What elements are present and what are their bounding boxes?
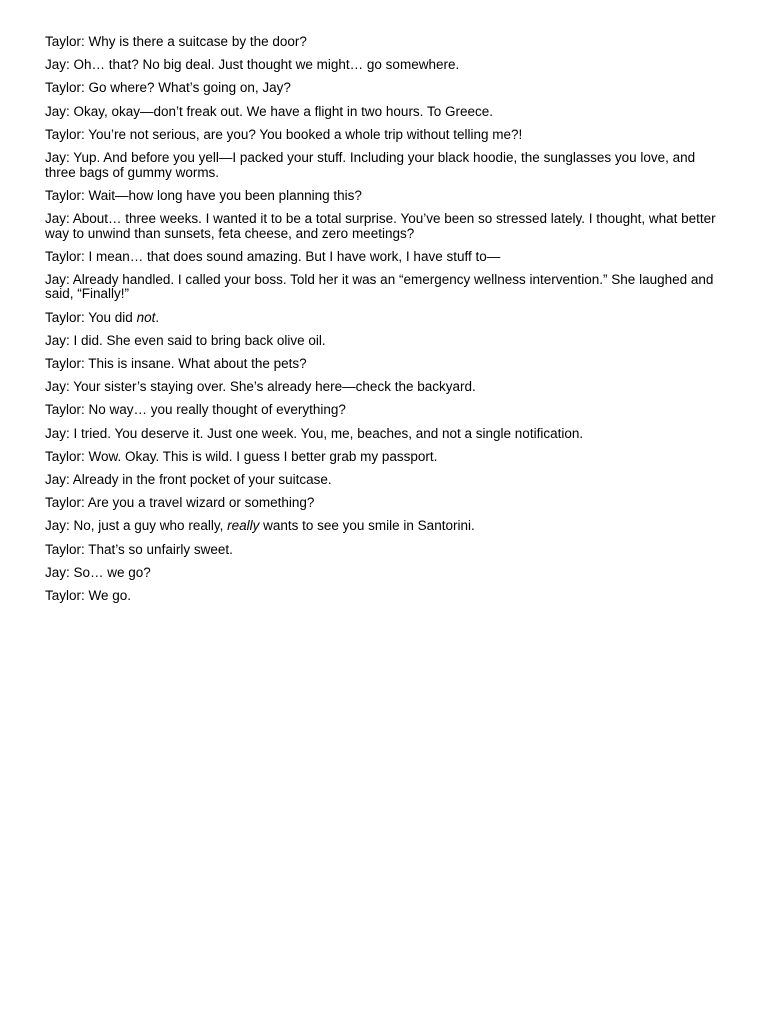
line-text: Taylor: Are you a travel wizard or something? [45,495,315,511]
line-text: Taylor: Wow. Okay. This is wild. I guess I better grab my passport. [45,448,438,464]
dialogue-line-jay [45,519,725,534]
line-text: Taylor: Wait—how long have you been planning this? [45,187,362,203]
dialogue-line-taylor [45,589,725,604]
dialogue-line-taylor [45,543,725,558]
dialogue-line-jay [45,427,725,442]
dialogue-line-jay [45,212,725,241]
line-text: Taylor: Why is there a suitcase by the door? [45,34,307,49]
dialogue-transcript [45,35,725,604]
dialogue-line-jay [45,334,725,349]
line-text: Taylor: That’s so unfairly sweet. [45,541,233,557]
dialogue-line-taylor [45,35,725,50]
document-page [45,35,725,612]
dialogue-line-taylor [45,496,725,511]
dialogue-line-jay [45,58,725,73]
dialogue-line-taylor [45,311,725,326]
line-text: Taylor: We go. [45,587,132,603]
line-text: . [155,309,160,325]
dialogue-line-jay [45,380,725,395]
dialogue-line-jay [45,151,725,180]
dialogue-line-jay [45,473,725,488]
line-text: Jay: I did. She even said to bring back olive oil. [45,332,326,348]
line-text: Jay: Already handled. I called your boss. Told her it was an “emergency wellness intervention.” She laughed and said, “Finally!” [45,271,714,302]
line-text: Taylor: No way… you really thought of everything? [45,402,346,418]
dialogue-line-jay [45,273,725,302]
line-text: Jay: I tried. You deserve it. Just one week. You, me, beaches, and not a single notification. [45,425,584,441]
line-text: Jay: Oh… that? No big deal. Just thought we might… go somewhere. [45,57,460,73]
dialogue-line-taylor [45,450,725,465]
emphasis-text: really [227,518,260,534]
line-text: Taylor: I mean… that does sound amazing. But I have work, I have stuff to— [45,248,501,264]
line-text: Taylor: You’re not serious, are you? You booked a whole trip without telling me?! [45,126,523,142]
line-text: Jay: Your sister’s staying over. She’s already here—check the backyard. [45,379,476,395]
dialogue-line-taylor [45,403,725,418]
line-text: Taylor: You did [45,309,137,325]
line-text: Jay: Okay, okay—don’t freak out. We have a flight in two hours. To Greece. [45,103,493,119]
emphasis-text: not [136,309,156,325]
dialogue-line-taylor [45,189,725,204]
line-text: Jay: About… three weeks. I wanted it to be a total surprise. You’ve been so stressed lately. I thought, what better way to unwind than sunsets, feta cheese, and zero meetings? [45,210,716,241]
line-text: Jay: Already in the front pocket of your suitcase. [45,471,332,487]
line-text: Jay: Yup. And before you yell—I packed your stuff. Including your black hoodie, the sunglasses you love, and three bags of gummy worms. [45,149,696,180]
dialogue-line-jay [45,105,725,120]
dialogue-line-taylor [45,81,725,96]
line-text: Jay: So… we go? [45,564,151,580]
dialogue-line-taylor [45,357,725,372]
dialogue-line-taylor [45,250,725,265]
dialogue-line-jay [45,566,725,581]
line-text: Taylor: This is insane. What about the pets? [45,356,307,372]
line-text: wants to see you smile in Santorini. [259,518,475,534]
dialogue-line-taylor [45,128,725,143]
line-text: Jay: No, just a guy who really, [45,518,228,534]
line-text: Taylor: Go where? What’s going on, Jay? [45,80,291,96]
